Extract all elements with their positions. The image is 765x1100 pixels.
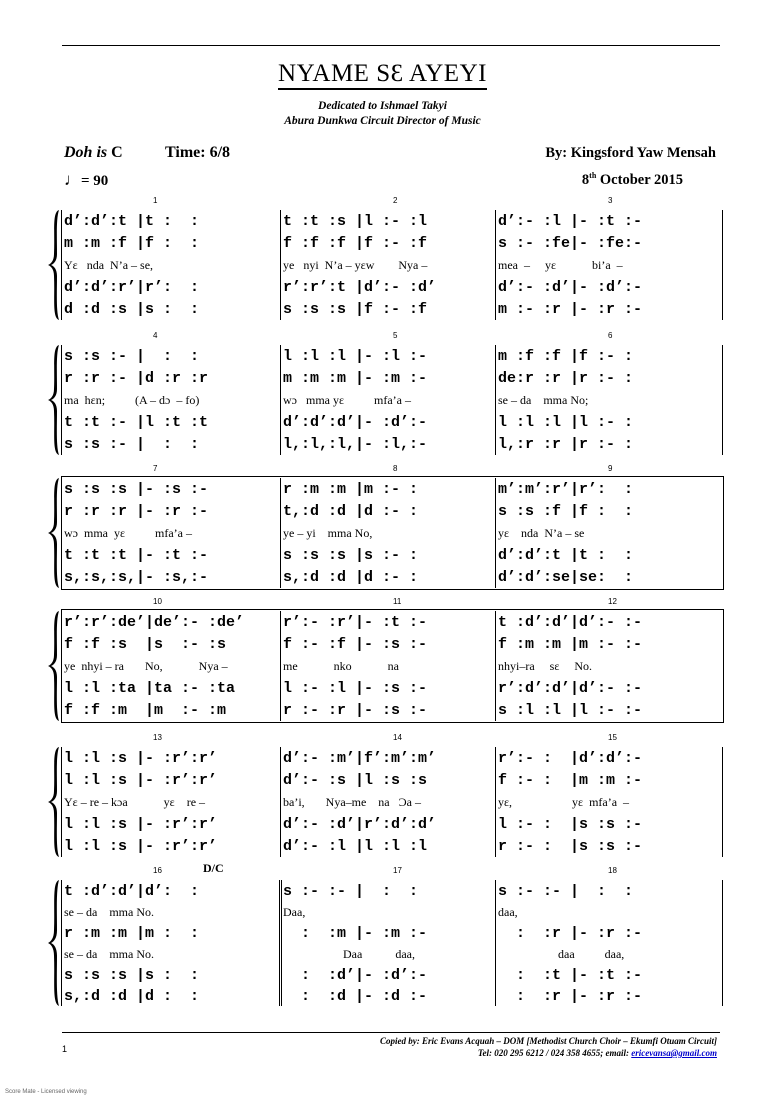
- solfa-cell: : :r |- :r :-: [498, 988, 643, 1005]
- date-suffix: th: [589, 171, 597, 180]
- bar-number: 11: [393, 597, 402, 606]
- lyric-cell: wɔ mma yɛ mfa’a –: [64, 526, 193, 540]
- lyric-cell: ma hɛn; (A – dɔ – fo): [64, 393, 200, 407]
- solfa-line: [62, 749, 722, 768]
- solfa-cell: l :l :l |- :l :-: [283, 348, 428, 365]
- solfa-line: [62, 837, 722, 856]
- solfa-cell: d’:d’:t |t : :: [498, 547, 634, 564]
- bar-number: 12: [608, 597, 617, 606]
- email-link[interactable]: ericevansa@gmail.com: [631, 1048, 717, 1058]
- lyric-cell: nhyi–ra sɛ No.: [498, 659, 593, 673]
- solfa-line: [62, 815, 722, 834]
- solfa-cell: d’:- :d’|- :d’:-: [498, 279, 643, 296]
- solfa-cell: s :- :- | : :: [498, 883, 634, 900]
- solfa-cell: d’:- :m’|f’:m’:m’: [283, 750, 437, 767]
- solfa-cell: s :s :- | : :: [64, 348, 200, 365]
- system-end-bar: [722, 747, 723, 857]
- dedication: Dedicated to Ishmael Takyi: [318, 100, 447, 112]
- page-number: 1: [62, 1044, 68, 1054]
- lyric-cell: se – da mma No.: [64, 947, 154, 961]
- bar-number: 5: [393, 331, 398, 340]
- solfa-cell: m :m :f |f : :: [64, 235, 200, 252]
- solfa-cell: s :s :f |f : :: [498, 503, 634, 520]
- lyric-cell: Daa daa,: [283, 947, 415, 961]
- solfa-line: [62, 347, 722, 366]
- lyric-cell: ye nhyi – ra No, Nya –: [64, 659, 228, 673]
- bar-number: 14: [393, 733, 402, 742]
- lyric-cell: me nko na: [283, 659, 399, 673]
- solfa-line: [62, 234, 722, 253]
- solfa-cell: r :- :r |- :s :-: [283, 702, 428, 719]
- solfa-cell: r :r :- |d :r :r: [64, 370, 209, 387]
- system-brace: [48, 747, 60, 857]
- score-system: [48, 331, 723, 457]
- solfa-cell: l :l :s |- :r’:r’: [64, 838, 218, 855]
- solfa-line: [62, 924, 722, 943]
- crotchet-note-icon: ♩: [64, 170, 81, 189]
- lyric-cell: yɛ nda N’a – se: [498, 526, 585, 540]
- solfa-cell: s :l :l |l :- :-: [498, 702, 643, 719]
- solfa-cell: d’:- :l |- :t :-: [498, 213, 643, 230]
- system-brace: [48, 210, 60, 320]
- lyric-line: [62, 391, 722, 410]
- lyric-line: [62, 256, 722, 275]
- tempo-value: = 90: [81, 173, 109, 189]
- solfa-cell: f :- :f |- :s :-: [283, 636, 428, 653]
- solfa-cell: de:r :r |r :- :: [498, 370, 634, 387]
- solfa-cell: f :- : |m :m :-: [498, 772, 643, 789]
- solfa-cell: s :s :s |- :s :-: [64, 481, 209, 498]
- system-brace: [48, 880, 60, 1006]
- score-system: [48, 597, 723, 723]
- bar-number: 3: [608, 196, 613, 205]
- solfa-cell: d’:d’:se|se: :: [498, 569, 634, 586]
- solfa-cell: r’:d’:d’|d’:- :-: [498, 680, 643, 697]
- solfa-cell: s,:d :d |d : :: [64, 988, 200, 1005]
- bar-number: 6: [608, 331, 613, 340]
- solfa-line: [62, 966, 722, 985]
- solfa-cell: s :- :fe|- :fe:-: [498, 235, 643, 252]
- solfa-cell: s :- :- | : :: [283, 883, 419, 900]
- lyric-cell: daa daa,: [498, 947, 625, 961]
- solfa-cell: l :- :l |- :s :-: [283, 680, 428, 697]
- watermark: Score Mate - Licensed viewing: [5, 1089, 87, 1095]
- score-system: [48, 861, 723, 1008]
- solfa-cell: t :d’:d’|d’: :: [64, 883, 200, 900]
- solfa-cell: r :m :m |m : :: [64, 925, 200, 942]
- solfa-cell: f :f :s |s :- :s: [64, 636, 227, 653]
- solfa-line: [62, 635, 722, 654]
- solfa-line: [62, 568, 722, 587]
- tempo-marking: [64, 170, 108, 190]
- solfa-line: [62, 480, 722, 499]
- solfa-cell: r :r :r |- :r :-: [64, 503, 209, 520]
- solfa-cell: l,:r :r |r :- :: [498, 436, 634, 453]
- solfa-cell: m :f :f |f :- :: [498, 348, 634, 365]
- score-system: [48, 464, 723, 590]
- solfa-cell: d’:d’:d’|- :d’:-: [283, 414, 428, 431]
- lyric-cell: Daa,: [283, 905, 306, 919]
- solfa-cell: l :l :s |- :r’:r’: [64, 750, 218, 767]
- solfa-cell: l,:l,:l,|- :l,:-: [283, 436, 428, 453]
- solfa-cell: d’:- :l |l :l :l: [283, 838, 428, 855]
- lyric-cell: se – da mma No.: [64, 905, 154, 919]
- time-signature: Time: 6/8: [165, 144, 231, 161]
- solfa-cell: f :m :m |m :- :-: [498, 636, 643, 653]
- lyric-cell: Yɛ – re – kɔa yɛ re –: [64, 795, 206, 809]
- lyric-cell: ye – yi mma No,: [283, 526, 373, 540]
- solfa-cell: t :d’:d’|d’:- :-: [498, 614, 643, 631]
- solfa-line: [62, 882, 722, 901]
- solfa-cell: s :s :s |s :- :: [283, 547, 419, 564]
- lyric-cell: ba’i, Nya–me na Ɔa –: [283, 795, 421, 809]
- solfa-cell: s,:d :d |d :- :: [283, 569, 419, 586]
- bar-number: 17: [393, 866, 402, 875]
- solfa-cell: : :d |- :d :-: [283, 988, 428, 1005]
- score-system: [48, 196, 723, 322]
- solfa-cell: : :m |- :m :-: [283, 925, 428, 942]
- bottom-rule: [62, 1032, 720, 1033]
- solfa-cell: t :t :- |l :t :t: [64, 414, 209, 431]
- system-brace: [48, 478, 60, 588]
- system-brace: [48, 611, 60, 721]
- system-end-bar: [722, 880, 723, 1006]
- solfa-cell: r’:r’:de’|de’:- :de’: [64, 614, 245, 631]
- solfa-cell: : :d’|- :d’:-: [283, 967, 428, 984]
- lyric-cell: wɔ mma yɛ mfa’a –: [283, 393, 412, 407]
- contact-line: [478, 1048, 717, 1058]
- solfa-cell: m :- :r |- :r :-: [498, 301, 643, 318]
- solfa-cell: d’:d’:t |t : :: [64, 213, 200, 230]
- dedication-role: Abura Dunkwa Circuit Director of Music: [284, 115, 481, 127]
- date-day: 8: [581, 171, 590, 188]
- solfa-cell: r :m :m |m :- :: [283, 481, 419, 498]
- solfa-line: [62, 413, 722, 432]
- lyric-cell: daa,: [498, 905, 518, 919]
- solfa-cell: m :m :m |- :m :-: [283, 370, 428, 387]
- da-capo-marking: D/C: [203, 861, 224, 875]
- solfa-cell: r’:- : |d’:d’:-: [498, 750, 643, 767]
- bar-number: 15: [608, 733, 617, 742]
- solfa-cell: s,:s,:s,|- :s,:-: [64, 569, 209, 586]
- bar-number: 1: [153, 196, 158, 205]
- solfa-cell: d’:d’:r’|r’: :: [64, 279, 200, 296]
- solfa-cell: d’:- :d’|r’:d’:d’: [283, 816, 437, 833]
- lyric-cell: ye nyi N’a – yɛw Nya –: [283, 258, 428, 272]
- solfa-cell: l :l :s |- :r’:r’: [64, 816, 218, 833]
- solfa-cell: t,:d :d |d :- :: [283, 503, 419, 520]
- solfa-line: [62, 701, 722, 720]
- solfa-cell: l :- : |s :s :-: [498, 816, 643, 833]
- solfa-line: [62, 679, 722, 698]
- bar-number: 13: [153, 733, 162, 742]
- solfa-cell: d :d :s |s : :: [64, 301, 200, 318]
- contact-phones: Tel: 020 295 6212 / 024 358 4655; email:: [477, 1048, 632, 1058]
- solfa-line: [62, 987, 722, 1006]
- solfa-line: [62, 546, 722, 565]
- bar-number: 2: [393, 196, 398, 205]
- solfa-cell: l :l :ta |ta :- :ta: [64, 680, 236, 697]
- solfa-line: [62, 502, 722, 521]
- lyric-line: [62, 657, 722, 676]
- solfa-line: [62, 613, 722, 632]
- solfa-line: [62, 369, 722, 388]
- score-system: [48, 733, 723, 859]
- solfa-cell: : :t |- :t :-: [498, 967, 643, 984]
- top-rule: [62, 45, 720, 46]
- lyric-cell: se – da mma No;: [498, 393, 589, 407]
- system-brace: [48, 345, 60, 455]
- bar-number: 16: [153, 866, 162, 875]
- solfa-cell: f :f :m |m :- :m: [64, 702, 227, 719]
- lyric-cell: Yɛ nda N’a – se,: [64, 258, 154, 272]
- bar-number: 7: [153, 464, 158, 473]
- solfa-cell: t :t :t |- :t :-: [64, 547, 209, 564]
- solfa-line: [62, 435, 722, 454]
- date: [582, 171, 683, 189]
- solfa-line: [62, 278, 722, 297]
- lyric-line: [62, 945, 722, 964]
- bar-number: 9: [608, 464, 613, 473]
- bar-number: 8: [393, 464, 398, 473]
- solfa-cell: r’:- :r’|- :t :-: [283, 614, 428, 631]
- lyric-line: [62, 903, 722, 922]
- solfa-line: [62, 771, 722, 790]
- solfa-line: [62, 212, 722, 231]
- lyric-line: [62, 524, 722, 543]
- copied-by: Copied by: Eric Evans Acquah – DOM [Methodist Church Choir – Ekumfi Otuam Circuit]: [380, 1036, 717, 1046]
- date-rest: October 2015: [599, 171, 683, 188]
- solfa-line: [62, 300, 722, 319]
- key-signature: [64, 144, 123, 162]
- system-end-bar: [722, 210, 723, 320]
- solfa-cell: s :s :s |s : :: [64, 967, 200, 984]
- solfa-cell: t :t :s |l :- :l: [283, 213, 428, 230]
- solfa-cell: r’:r’:t |d’:- :d’: [283, 279, 437, 296]
- solfa-cell: l :l :l |l :- :: [498, 414, 634, 431]
- composer: By: Kingsford Yaw Mensah: [545, 145, 716, 161]
- system-end-bar: [722, 345, 723, 455]
- bar-number: 10: [153, 597, 162, 606]
- solfa-cell: l :l :s |- :r’:r’: [64, 772, 218, 789]
- lyric-cell: mea – yɛ bi’a –: [498, 258, 623, 272]
- lyric-cell: yɛ, yɛ mfa’a –: [498, 795, 630, 809]
- solfa-cell: d’:- :s |l :s :s: [283, 772, 428, 789]
- bar-number: 18: [608, 866, 617, 875]
- bar-number: 4: [153, 331, 158, 340]
- solfa-cell: m’:m’:r’|r’: :: [498, 481, 634, 498]
- lyric-line: [62, 793, 722, 812]
- key-value: C: [111, 144, 123, 161]
- key-prefix: Doh is: [64, 144, 108, 161]
- solfa-cell: s :s :s |f :- :f: [283, 301, 428, 318]
- solfa-cell: f :f :f |f :- :f: [283, 235, 428, 252]
- solfa-cell: s :s :- | : :: [64, 436, 200, 453]
- solfa-cell: : :r |- :r :-: [498, 925, 643, 942]
- solfa-cell: r :- : |s :s :-: [498, 838, 643, 855]
- song-title: NYAME SƐ AYEYI: [0, 60, 765, 88]
